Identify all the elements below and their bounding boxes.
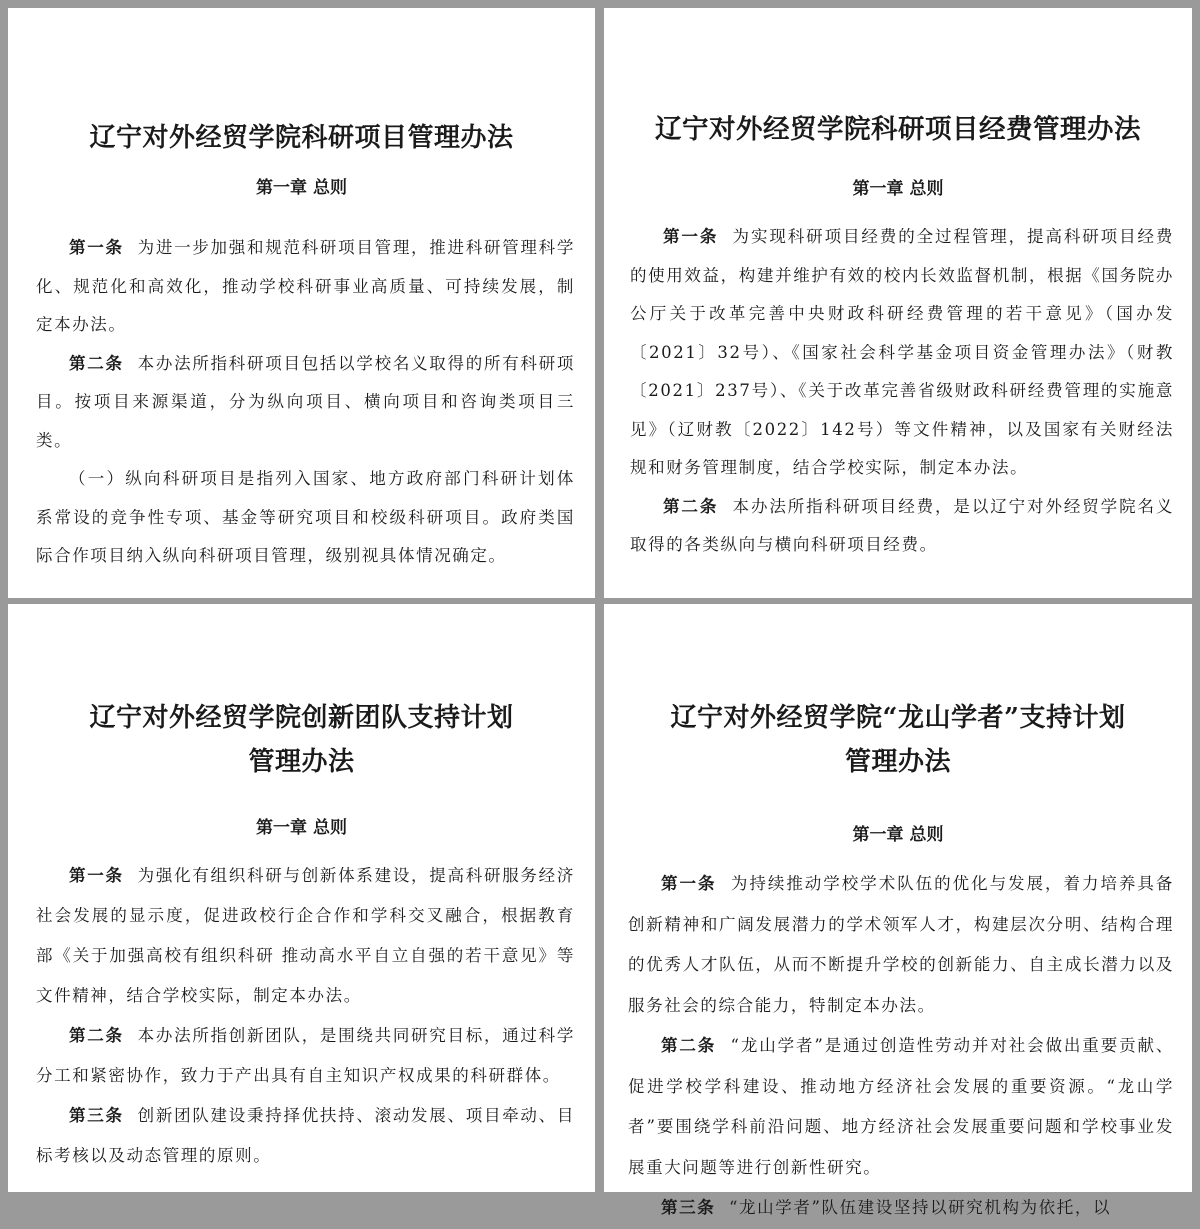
page-title xyxy=(8,116,595,160)
article-text: 为持续推动学校学术队伍的优化与发展，着力培养具备创新精神和广阔发展潜力的学术领军人才，构建层次分明、结构合理的优秀人才队伍，从而不断提升学校的创新能力、自主成长潜力以及服务社会的综合能力，特制定本办法。 xyxy=(628,874,1174,1015)
article-text: 本办法所指科研项目经费，是以辽宁对外经贸学院名义取得的各类纵向与横向科研项目经费。 xyxy=(630,496,1174,554)
document-body xyxy=(36,856,575,1176)
article-number: 第二条 xyxy=(663,496,719,516)
document-page-research-project xyxy=(8,8,595,598)
document-body xyxy=(630,218,1174,565)
article-paragraph xyxy=(36,460,575,576)
article-text: “龙山学者”是通过创造性劳动并对社会做出重要贡献、促进学校学科建设、推动地方经济社会发展的重要资源。“龙山学者”要围绕学科前沿问题、地方经济社会发展重要问题和学校事业发展重大问题等进行创新性研究。 xyxy=(628,1036,1174,1177)
article-text: 创新团队建设秉持择优扶持、滚动发展、项目牵动、目标考核以及动态管理的原则。 xyxy=(36,1106,575,1165)
article-text: 为进一步加强和规范科研项目管理，推进科研管理科学化、规范化和高效化，推动学校科研事业高质量、可持续发展，制定本办法。 xyxy=(36,238,575,334)
article-text: 为强化有组织科研与创新体系建设，提高科研服务经济社会发展的显示度，促进政校行企合作和学科交叉融合，根据教育部《关于加强高校有组织科研 推动高水平自立自强的若干意见》等文件精神，结合学校实际，制定本办法。 xyxy=(36,866,575,1005)
title-line: 辽宁对外经贸学院科研项目经费管理办法 xyxy=(655,114,1141,145)
title-line: 管理办法 xyxy=(844,747,951,777)
article-paragraph xyxy=(628,864,1174,1026)
document-page-innovation-team xyxy=(8,604,595,1192)
article-paragraph xyxy=(36,345,575,461)
title-line: 辽宁对外经贸学院科研项目管理办法 xyxy=(89,123,514,153)
article-paragraph xyxy=(630,218,1174,488)
article-number: 第一条 xyxy=(663,227,719,246)
article-text: 为实现科研项目经费的全过程管理，提高科研项目经费的使用效益，构建并维护有效的校内长效监督机制，根据《国务院办公厅关于改革完善中央财政科研经费管理的若干意见》（国办发〔2021〕32号）、《国家社会科学基金项目资金管理办法》（财教〔2021〕237号）、《关于改革完善省级财政科研经费管理的实施意见》（辽财教〔2022〕142号）等文件精神，以及国家有关财经法规和财务管理制度，结合学校实际，制定本办法。 xyxy=(630,227,1174,477)
article-text: 本办法所指创新团队，是围绕共同研究目标，通过科学分工和紧密协作，致力于产出具有自主知识产权成果的科研群体。 xyxy=(36,1026,575,1085)
article-paragraph xyxy=(36,229,575,345)
document-body xyxy=(36,229,575,576)
article-number: 第三条 xyxy=(661,1198,716,1217)
article-paragraph xyxy=(628,1188,1174,1229)
article-number: 第三条 xyxy=(69,1106,124,1125)
article-number: 第二条 xyxy=(69,353,124,373)
article-number: 第一条 xyxy=(661,874,717,893)
article-text: （一）纵向科研项目是指列入国家、地方政府部门科研计划体系常设的竞争性专项、基金等研究项目和校级科研项目。政府类国际合作项目纳入纵向科研项目管理，级别视具体情况确定。 xyxy=(36,469,575,565)
title-line: 管理办法 xyxy=(248,747,355,777)
article-paragraph xyxy=(36,1016,575,1096)
document-body xyxy=(628,864,1174,1229)
title-line: 辽宁对外经贸学院创新团队支持计划 xyxy=(89,703,514,733)
document-page-research-funding xyxy=(604,8,1192,598)
chapter-heading: 第一章 总则 xyxy=(852,825,944,845)
article-number: 第一条 xyxy=(69,866,124,885)
article-paragraph xyxy=(36,1096,575,1176)
chapter-heading: 第一章 总则 xyxy=(256,178,347,198)
article-number: 第二条 xyxy=(69,1026,124,1045)
article-text: 本办法所指科研项目包括以学校名义取得的所有科研项目。按项目来源渠道，分为纵向项目、横向项目和咨询类项目三类。 xyxy=(36,353,575,450)
article-paragraph xyxy=(630,488,1174,565)
title-line: 辽宁对外经贸学院“龙山学者”支持计划 xyxy=(670,703,1126,733)
page-title xyxy=(8,696,595,784)
document-page-longshan-scholar xyxy=(604,604,1192,1217)
chapter-heading: 第一章 总则 xyxy=(852,179,944,199)
article-paragraph xyxy=(36,856,575,1016)
page-title xyxy=(604,696,1192,784)
article-paragraph xyxy=(628,1026,1174,1188)
chapter-heading: 第一章 总则 xyxy=(256,818,347,838)
article-number: 第一条 xyxy=(69,238,124,257)
article-text: “龙山学者”队伍建设坚持以研究机构为依托，以 xyxy=(729,1198,1112,1217)
page-title xyxy=(604,108,1192,152)
article-number: 第二条 xyxy=(661,1036,717,1055)
